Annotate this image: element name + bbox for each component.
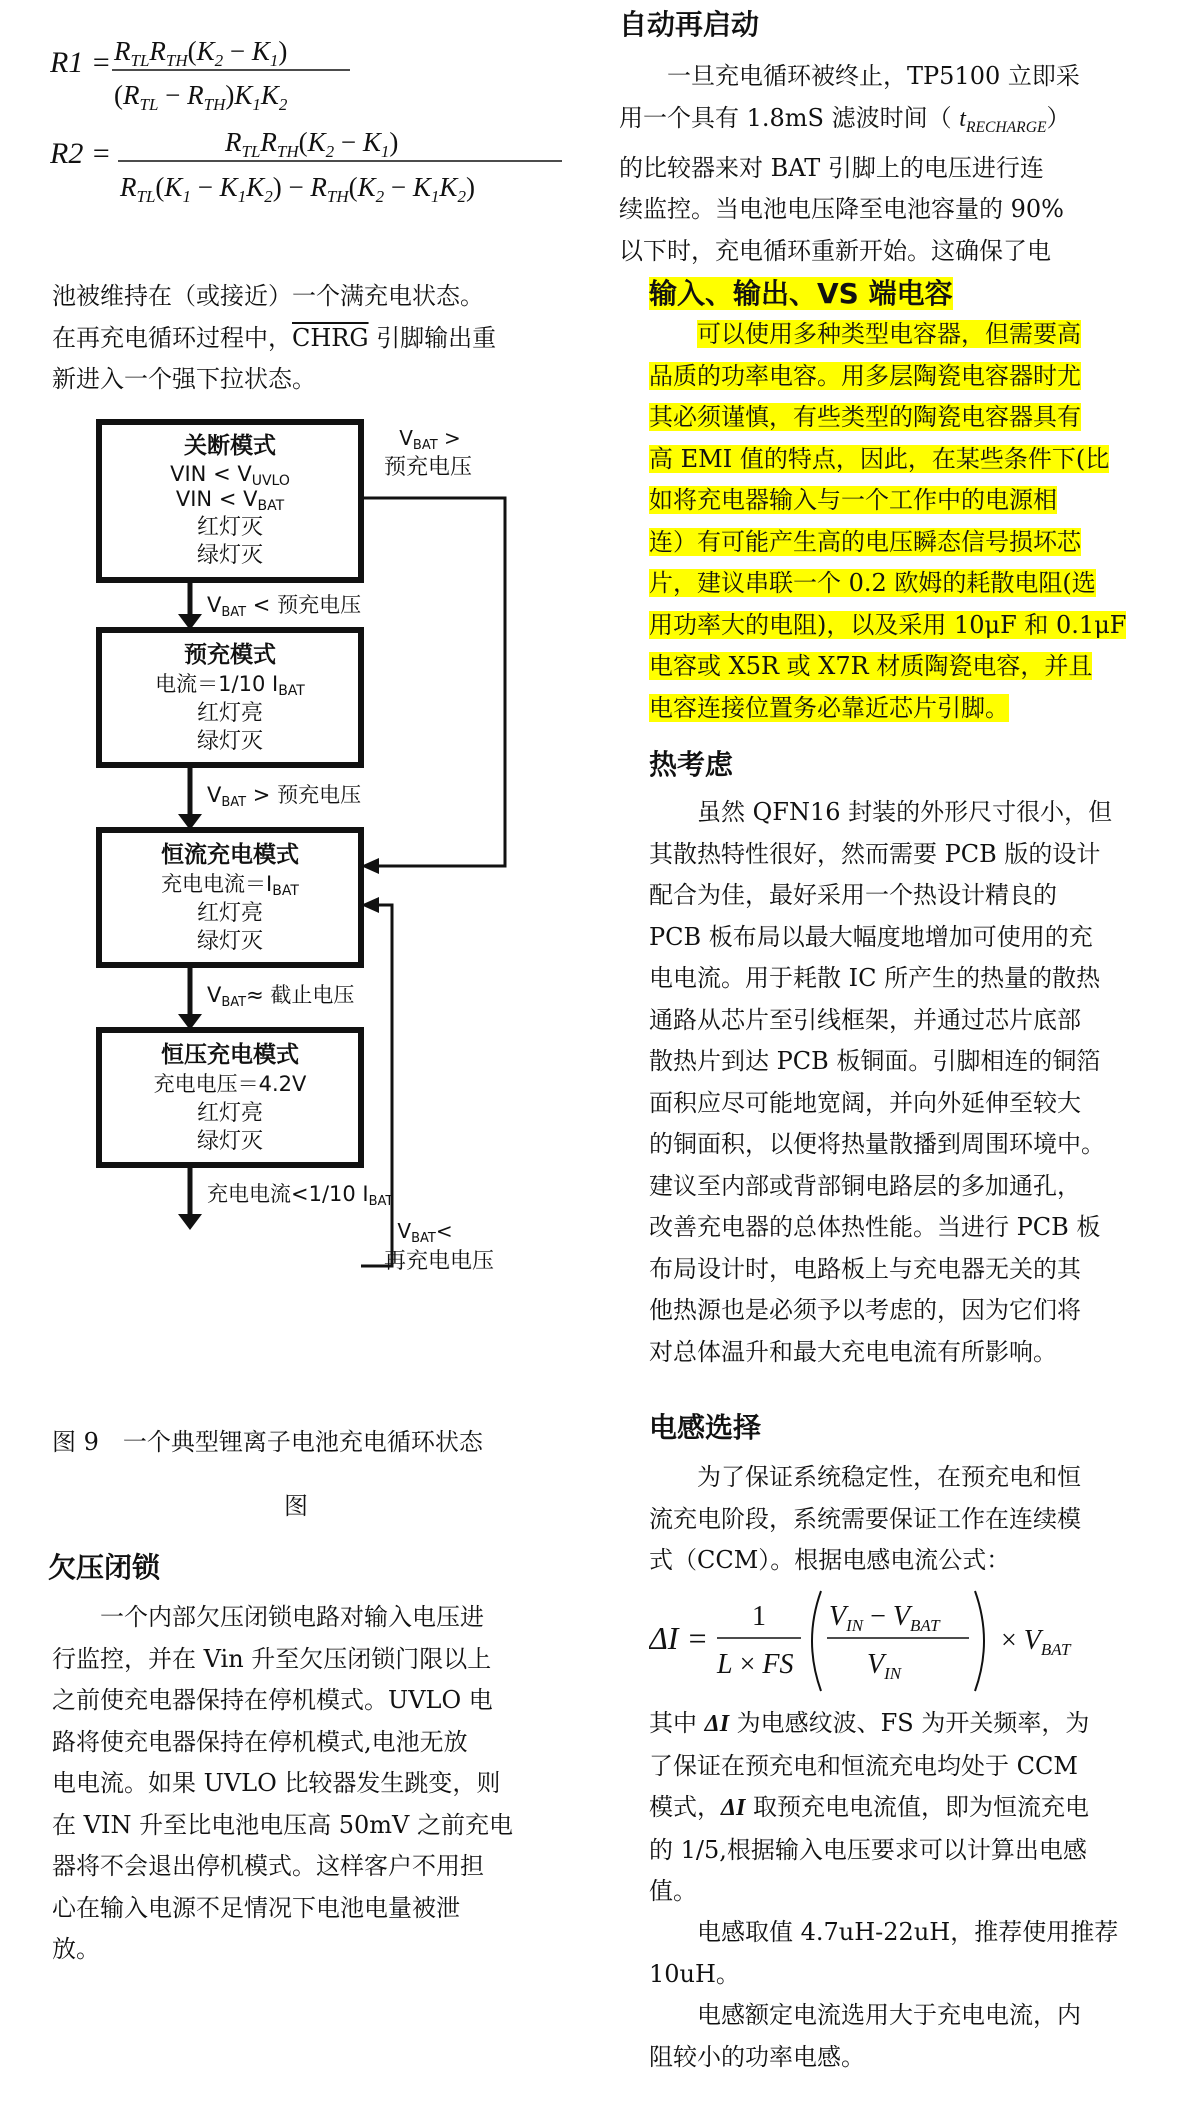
inductor-heading: 电感选择: [649, 1411, 762, 1444]
svg-text:VIN: $V_{IN}$: [867, 1649, 902, 1683]
svg-text:VBAT≈ 截止电压: VBAT≈ 截止电压: [207, 983, 355, 1010]
state-4-green: 绿灯灭: [196, 1129, 264, 1154]
svg-text:充电电流<1/10 IBAT: 充电电流<1/10 IBAT: [207, 1182, 394, 1209]
thermal-paragraph: [649, 792, 1159, 1373]
figure-caption-cont: 图: [284, 1492, 308, 1520]
svg-text:L × FS: L × FS: [717, 1649, 794, 1680]
ripple-line: 了保证在预充电和恒流充电均处于 CCM: [649, 1751, 1078, 1780]
cont-line-2a: 在再充电循环过程中，: [52, 323, 292, 352]
state-1-red: 红灯灭: [196, 515, 264, 540]
state-4-red: 红灯亮: [196, 1101, 264, 1126]
state-1-green: 绿灯灭: [196, 543, 264, 568]
cont-line-1: 池被维持在（或接近）一个满充电状态。: [52, 282, 484, 310]
cap-line: 电容连接位置务必靠近芯片引脚。: [649, 693, 1009, 722]
inductor-line: 流充电阶段，系统需要保证工作在连续模: [649, 1504, 1081, 1533]
ripple-line: 其中 ΔI 为电感纹波、FS 为开关频率，为: [649, 1709, 1090, 1737]
state-4-line-1: 充电电压＝4.2V: [153, 1072, 307, 1096]
svg-text:(RTL − RTH)K1K2: $(R_{TL} - R_{TH})K_1K_2$: [114, 80, 288, 114]
thermal-line: 建议至内部或背部铜电路层的多加通孔，: [649, 1171, 1081, 1200]
thermal-line: 他热源也是必须予以考虑的，因为它们将: [649, 1296, 1081, 1324]
cap-line: 品质的功率电容。用多层陶瓷电容器时尤: [649, 361, 1081, 390]
cap-line: 用功率大的电阻)，以及采用 10μF 和 0.1μF: [649, 610, 1127, 639]
ind-current-line: 阻较小的功率电感。: [649, 2042, 865, 2071]
cap-line: 其必须谨慎，有些类型的陶瓷电容器具有: [649, 403, 1081, 431]
uvlo-line: 一个内部欠压闭锁电路对输入电压进: [100, 1603, 484, 1631]
state-1-title: 关断模式: [184, 433, 276, 459]
restart-paragraph: [619, 56, 1159, 272]
capacitor-heading: [649, 274, 1159, 314]
capacitor-heading-text: 输入、输出、VS 端电容: [649, 277, 953, 310]
thermal-line: 其散热特性很好，然而需要 PCB 版的设计: [649, 839, 1101, 868]
cont-line-2b: 引脚输出重: [368, 323, 497, 352]
chrg-pin: CHRG: [292, 323, 369, 352]
figure-caption: 图 9 一个典型锂离子电池充电循环状态: [52, 1428, 483, 1456]
r-formulas: [50, 20, 570, 205]
state-4-title: 恒压充电模式: [161, 1042, 299, 1068]
state-2-green: 绿灯灭: [196, 729, 264, 754]
state-3-title: 恒流充电模式: [161, 842, 299, 868]
cap-line: 片，建议串联一个 0.2 欧姆的耗散电阻(选: [649, 569, 1096, 597]
charge-cycle-flowchart: [95, 418, 530, 1393]
cont-line-2: [52, 318, 572, 360]
uvlo-line: 放。: [52, 1935, 100, 1963]
uvlo-line: 行监控，并在 Vin 升至欠压闭锁门限以上: [52, 1644, 492, 1673]
svg-text:VIN − VBAT: $V_{IN} - V_{BAT}$: [829, 1601, 940, 1635]
cap-line: 连）有可能产生高的电压瞬态信号损坏芯: [649, 527, 1081, 556]
side-bottom-label: 再充电电压: [383, 1249, 495, 1274]
state-precharge: [99, 630, 361, 765]
svg-text:ΔI =: ΔI =: [649, 1620, 709, 1656]
side-top-label: 预充电压: [383, 455, 473, 480]
thermal-line: 布局设计时，电路板上与充电器无关的其: [649, 1254, 1081, 1283]
ind-current-line: 电感额定电流选用大于充电电流，内: [697, 2001, 1081, 2029]
ind-current-paragraph: [649, 1995, 1159, 2078]
state-shutdown: [99, 422, 361, 580]
restart-line: 的比较器来对 BAT 引脚上的电压进行连: [619, 153, 1044, 182]
ripple-paragraph: [649, 1703, 1159, 1913]
cap-line: 高 EMI 值的特点，因此，在某些条件下(比: [649, 444, 1110, 473]
inductor-line: 为了保证系统稳定性，在预充电和恒: [697, 1463, 1081, 1491]
uvlo-line: 之前使充电器保持在停机模式。UVLO 电: [52, 1686, 493, 1714]
ind-value-line: 10uH。: [649, 1959, 740, 1988]
thermal-line: 配合为佳，最好采用一个热设计精良的: [649, 881, 1057, 909]
uvlo-line: 在 VIN 升至比电池电压高 50mV 之前充电: [52, 1810, 513, 1839]
thermal-line: 的铜面积，以便将热量散播到周围环境中。: [649, 1130, 1105, 1158]
svg-text:R1 =: R1 =: [50, 46, 112, 79]
svg-text:VBAT < 预充电压: VBAT < 预充电压: [207, 593, 362, 620]
thermal-line: 散热片到达 PCB 板铜面。引脚相连的铜箔: [649, 1047, 1101, 1075]
ind-value-paragraph: [649, 1912, 1159, 1995]
svg-text:RTLRTH(K2 − K1): $R_{TL}R_{TH}(K_2 - K_1)$: [114, 36, 288, 70]
cap-line: 电容或 X5R 或 X7R 材质陶瓷电容，并且: [649, 652, 1093, 680]
cap-line: 如将充电器输入与一个工作中的电源相: [649, 486, 1057, 514]
thermal-line: 改善充电器的总体热性能。当进行 PCB 板: [649, 1213, 1101, 1241]
svg-text:VBAT >: $V_{BAT}$ >: [399, 426, 461, 453]
state-2-red: 红灯亮: [196, 701, 264, 726]
capacitor-section: [649, 274, 1159, 729]
thermal-line: 通路从芯片至引线框架，并通过芯片底部: [649, 1005, 1081, 1034]
svg-text:充电电流＝IBAT: 充电电流＝IBAT: [161, 872, 299, 899]
inductor-paragraph: [649, 1457, 1159, 1582]
svg-text:RTLRTH(K2 − K1): $R_{TL}R_{TH}(K_2 - K_1)$: [225, 127, 399, 161]
recharge-cont-para: [52, 276, 572, 401]
thermal-line: 电电流。用于耗散 IC 所产生的热量的散热: [649, 964, 1101, 992]
svg-text:VBAT > 预充电压: VBAT > 预充电压: [207, 783, 362, 810]
uvlo-line: 心在输入电源不足情况下电池电量被泄: [52, 1893, 460, 1922]
ripple-line: 的 1/5,根据输入电压要求可以计算出电感: [649, 1835, 1087, 1864]
thermal-line: PCB 板布局以最大幅度地增加可使用的充: [649, 922, 1093, 951]
state-cc: [99, 830, 361, 965]
cap-line: 可以使用多种类型电容器，但需要高: [697, 320, 1081, 348]
uvlo-line: 路将使充电器保持在停机模式,电池无放: [52, 1727, 468, 1756]
thermal-heading: 热考虑: [649, 748, 734, 781]
restart-line: 用一个具有 1.8mS 滤波时间（ $t_{RECHARGE}$）: [619, 103, 1071, 136]
svg-text:VIN < VUVLO: VIN < VUVLO: [170, 462, 290, 489]
cont-line-3: 新进入一个强下拉状态。: [52, 365, 316, 393]
svg-text:1: 1: [752, 1601, 766, 1632]
restart-heading: 自动再启动: [619, 8, 760, 41]
svg-text:× VBAT: × $V_{BAT}$: [1001, 1625, 1071, 1659]
restart-line: 续监控。当电池电压降至电池容量的 90%: [619, 195, 1064, 224]
uvlo-paragraph: [52, 1597, 572, 1971]
state-3-red: 红灯亮: [196, 901, 264, 926]
inductor-line: 式（CCM）。根据电感电流公式：: [649, 1546, 1011, 1574]
uvlo-heading: 欠压闭锁: [48, 1551, 161, 1584]
svg-text:VIN < VBAT: VIN < VBAT: [175, 487, 285, 514]
thermal-line: 虽然 QFN16 封装的外形尺寸很小，但: [697, 798, 1113, 826]
restart-line: 以下时，充电循环重新开始。这确保了电: [619, 236, 1051, 265]
ind-value-line: 电感取值 4.7uH-22uH，推荐使用推荐: [697, 1918, 1119, 1946]
ripple-line: 模式，ΔI 取预充电电流值，即为恒流充电: [649, 1793, 1090, 1821]
svg-text:R2 =: R2 =: [50, 137, 112, 170]
restart-line: 一旦充电循环被终止，TP5100 立即采: [667, 62, 1080, 90]
state-cv: [99, 1030, 361, 1165]
thermal-line: 面积应尽可能地宽阔，并向外延伸至较大: [649, 1088, 1081, 1117]
ripple-line: 值。: [649, 1877, 697, 1905]
svg-text:VBAT<: $V_{BAT}<$: [397, 1219, 453, 1246]
state-2-title: 预充模式: [184, 642, 276, 668]
uvlo-line: 电电流。如果 UVLO 比较器发生跳变，则: [52, 1769, 501, 1797]
svg-text:电流＝1/10 IBAT: 电流＝1/10 IBAT: [155, 672, 305, 699]
inductor-formula: [649, 1585, 1119, 1700]
uvlo-line: 器将不会退出停机模式。这样客户不用担: [52, 1852, 484, 1880]
svg-text:RTL(K1 − K1K2) − RTH(K2 − K1K2: $R_{TL}(K_1 - K_1K_2) - R_{TH}(K_2 - K_1K_2)$: [120, 172, 475, 205]
state-3-green: 绿灯灭: [196, 929, 264, 954]
thermal-line: 对总体温升和最大充电电流有所影响。: [649, 1337, 1057, 1366]
